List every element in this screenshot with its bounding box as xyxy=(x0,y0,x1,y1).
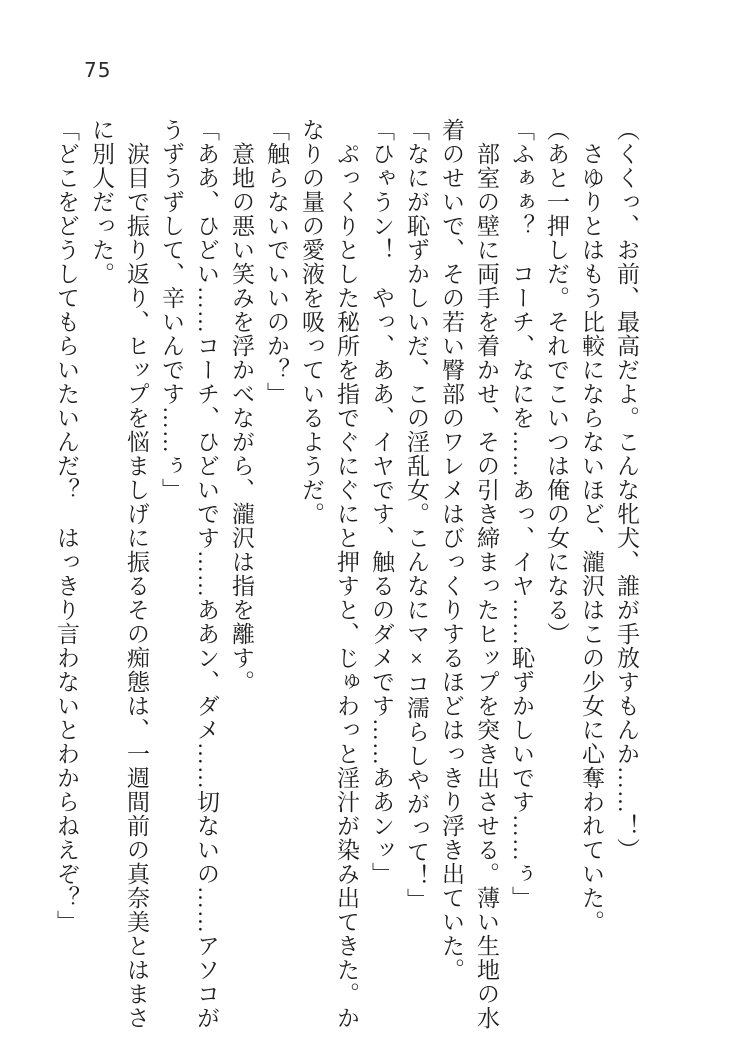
text-line: 部室の壁に両手を着かせ、その引き締まったヒップを突き出させる。薄い生地の水 xyxy=(474,142,499,1030)
text-line: 「どこをどうしてもらいたいんだ？ はっきり言わないとわからねえぞ？」 xyxy=(54,118,79,934)
text-line: 「触らないでいいのか？」 xyxy=(264,118,289,406)
text-area xyxy=(49,118,644,1038)
text-line: 涙目で振り返り、ヒップを悩ましげに振るその痴態は、一週間前の真奈美とはまさ xyxy=(124,142,149,1030)
text-line: 「ひゃうン！ やっ、ああ、イヤです、触るのダメです……ああンッ」 xyxy=(369,118,394,886)
text-line: さゆりとはもう比較にならないほど、瀧沢はこの少女に心奪われていた。 xyxy=(579,142,604,934)
text-line: に別人だった。 xyxy=(89,118,114,286)
text-line: 「なにが恥ずかしいだ、この淫乱女。こんなにマ×コ濡らしやがって！」 xyxy=(404,118,429,912)
text-line: 「ああ、ひどい……コーチ、ひどいです……ああン、ダメ……切ないの……アソコが xyxy=(194,118,219,1030)
text-line: なりの量の愛液を吸っているようだ。 xyxy=(299,118,324,526)
page-number: 75 xyxy=(84,58,112,82)
text-line: （くくっ、お前、最高だよ。こんな牝犬、誰が手放すもんか……！） xyxy=(614,118,639,862)
text-line: ぷっくりとした秘所を指でぐにぐにと押すと、じゅわっと淫汁が染み出てきた。か xyxy=(334,142,359,1030)
text-line: 着のせいで、その若い臀部のワレメはびっくりするほどはっきり浮き出ていた。 xyxy=(439,118,464,982)
text-line: 「ふぁぁ？ コーチ、なにを……あっ、イヤ……恥ずかしいです……ぅ」 xyxy=(509,118,534,910)
text-line: 意地の悪い笑みを浮かべながら、瀧沢は指を離す。 xyxy=(229,142,254,694)
text-line: うずうずして、辛いんです……ぅ」 xyxy=(159,118,184,502)
text-line: （あと一押しだ。それでこいつは俺の女になる） xyxy=(544,118,569,646)
